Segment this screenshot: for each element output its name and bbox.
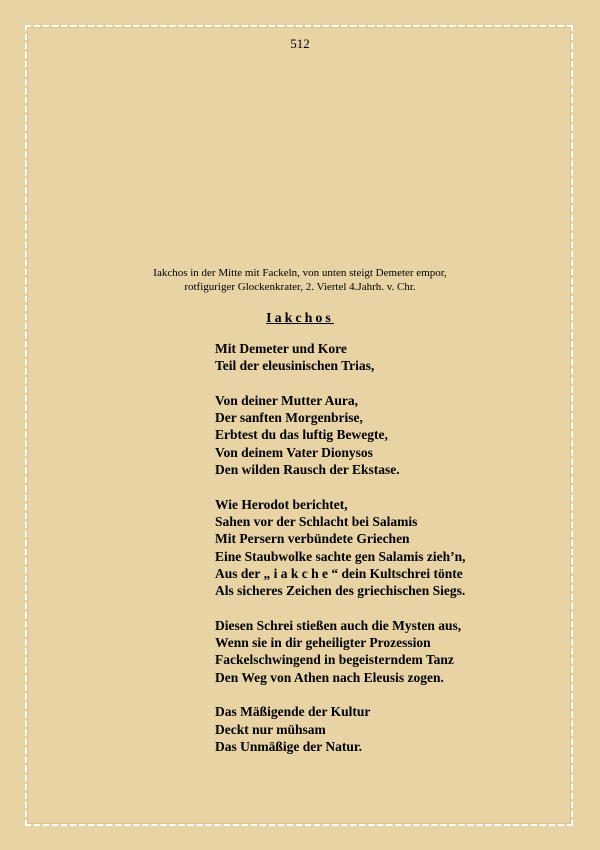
poem-line: Eine Staubwolke sachte gen Salamis zieh’n, — [215, 548, 466, 564]
poem-line: Das Unmäßige der Natur. — [215, 738, 363, 754]
poem-line: Von deiner Mutter Aura, — [215, 392, 359, 408]
poem-line: Deckt nur mühsam — [215, 721, 326, 737]
poem-line: Das Mäßigende der Kultur — [215, 704, 371, 720]
poem-line: Mit Persern verbündete Griechen — [215, 531, 410, 547]
poem-line: Sahen vor der Schlacht bei Salamis — [215, 513, 418, 529]
poem-line: Fackelschwingend in begeisterndem Tanz — [215, 652, 454, 668]
poem-line: Diesen Schrei stießen auch die Mysten aus, — [215, 617, 462, 633]
poem-line: Den wilden Rausch der Ekstase. — [215, 462, 400, 478]
stanza-1 — [215, 340, 555, 375]
poem-line: Als sicheres Zeichen des griechischen Siegs. — [215, 583, 466, 599]
caption-line-1: Iakchos in der Mitte mit Fackeln, von unten steigt Demeter empor, — [153, 267, 447, 279]
caption-line-2: rotfiguriger Glockenkrater, 2. Viertel 4.Jahrh. v. Chr. — [184, 281, 416, 293]
poem-title: Iakchos — [266, 311, 334, 326]
poem-line: Erbtest du das luftig Bewegte, — [215, 427, 388, 443]
poem-line: Teil der eleusinischen Trias, — [215, 358, 375, 374]
poem-line: Von deinem Vater Dionysos — [215, 444, 373, 460]
image-caption — [0, 266, 600, 294]
page-number: 512 — [290, 36, 310, 51]
poem-line: Aus der „ i a k c h e “ dein Kultschrei tönte — [215, 565, 463, 581]
poem-body — [215, 340, 555, 772]
poem-line: Wenn sie in dir geheiligter Prozession — [215, 635, 431, 651]
stanza-5 — [215, 703, 555, 755]
poem-line: Mit Demeter und Kore — [215, 341, 347, 356]
poem-line: Den Weg von Athen nach Eleusis zogen. — [215, 669, 444, 685]
stanza-3 — [215, 496, 555, 600]
stanza-2 — [215, 392, 555, 478]
poem-line: Wie Herodot berichtet, — [215, 496, 348, 512]
poem-line: Der sanften Morgenbrise, — [215, 410, 363, 426]
stanza-4 — [215, 617, 555, 686]
